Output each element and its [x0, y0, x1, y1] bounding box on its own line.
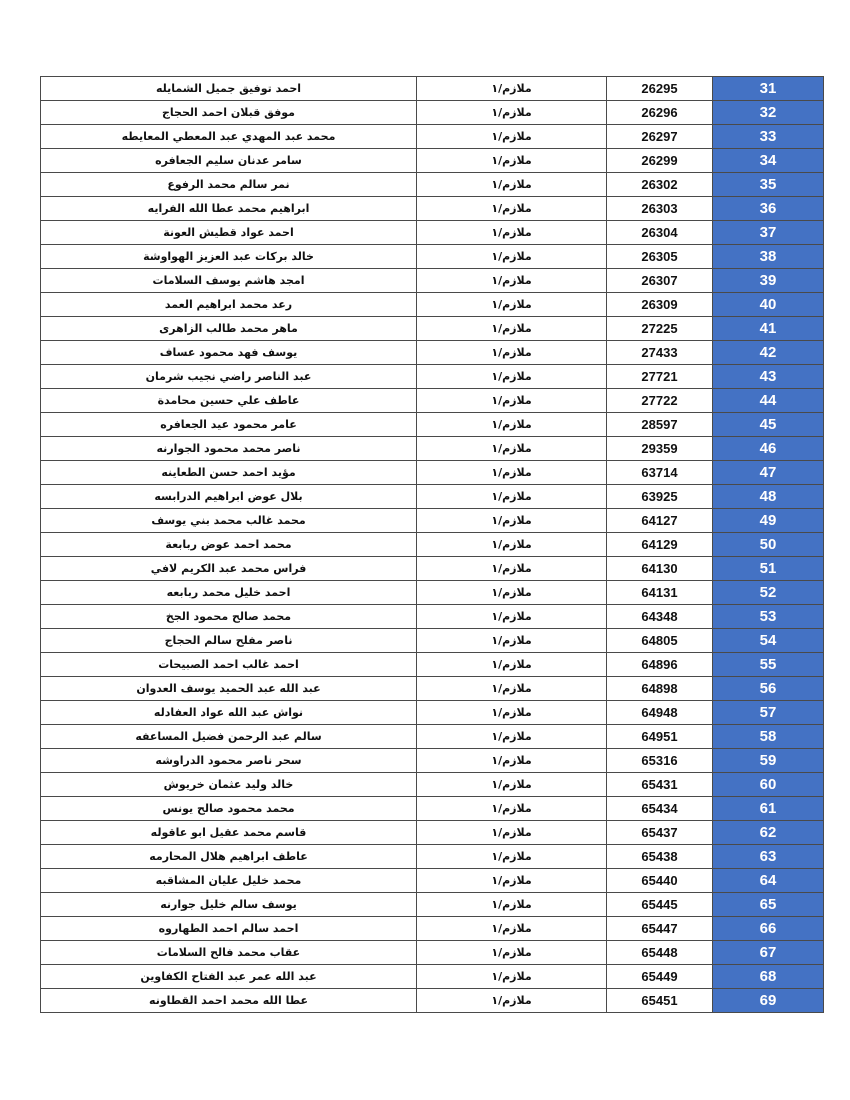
table-row [41, 701, 824, 725]
name-cell: بلال عوض ابراهيم الدرابسه [41, 485, 417, 509]
number-cell: 65437 [607, 821, 713, 845]
number-cell: 65431 [607, 773, 713, 797]
sequence-cell: 56 [713, 677, 824, 701]
rank-cell: ملازم/١ [417, 605, 607, 629]
sequence-cell: 42 [713, 341, 824, 365]
number-cell: 27433 [607, 341, 713, 365]
name-cell: محمد غالب محمد بني يوسف [41, 509, 417, 533]
number-cell: 64951 [607, 725, 713, 749]
table-row [41, 149, 824, 173]
name-cell: نواش عبد الله عواد العفادله [41, 701, 417, 725]
table-row [41, 101, 824, 125]
rank-cell: ملازم/١ [417, 581, 607, 605]
number-cell: 65440 [607, 869, 713, 893]
table-row [41, 389, 824, 413]
rank-cell: ملازم/١ [417, 365, 607, 389]
table-row [41, 821, 824, 845]
table-row [41, 797, 824, 821]
table-row [41, 869, 824, 893]
table-row [41, 509, 824, 533]
number-cell: 64130 [607, 557, 713, 581]
table-row [41, 653, 824, 677]
name-cell: محمد احمد عوض ربابعة [41, 533, 417, 557]
sequence-cell: 65 [713, 893, 824, 917]
rank-cell: ملازم/١ [417, 989, 607, 1013]
table-row [41, 773, 824, 797]
rank-cell: ملازم/١ [417, 293, 607, 317]
number-cell: 65316 [607, 749, 713, 773]
table-row [41, 245, 824, 269]
rank-cell: ملازم/١ [417, 437, 607, 461]
rank-cell: ملازم/١ [417, 341, 607, 365]
sequence-cell: 58 [713, 725, 824, 749]
number-cell: 65438 [607, 845, 713, 869]
number-cell: 65447 [607, 917, 713, 941]
number-cell: 64127 [607, 509, 713, 533]
table-row [41, 269, 824, 293]
rank-cell: ملازم/١ [417, 149, 607, 173]
number-cell: 64129 [607, 533, 713, 557]
number-cell: 26295 [607, 77, 713, 101]
table-row [41, 629, 824, 653]
rank-cell: ملازم/١ [417, 893, 607, 917]
name-cell: سحر ناصر محمود الدراوشه [41, 749, 417, 773]
table-row [41, 533, 824, 557]
table-row [41, 605, 824, 629]
table-row [41, 557, 824, 581]
rank-cell: ملازم/١ [417, 773, 607, 797]
sequence-cell: 46 [713, 437, 824, 461]
rank-cell: ملازم/١ [417, 845, 607, 869]
table-row [41, 173, 824, 197]
table-row [41, 317, 824, 341]
sequence-cell: 39 [713, 269, 824, 293]
number-cell: 28597 [607, 413, 713, 437]
sequence-cell: 62 [713, 821, 824, 845]
sequence-cell: 35 [713, 173, 824, 197]
name-cell: خالد بركات عبد العزيز الهواوشة [41, 245, 417, 269]
rank-cell: ملازم/١ [417, 389, 607, 413]
name-cell: احمد توفيق جميل الشمايله [41, 77, 417, 101]
name-cell: يوسف فهد محمود عساف [41, 341, 417, 365]
name-cell: عاطف علي حسين محامدة [41, 389, 417, 413]
number-cell: 65449 [607, 965, 713, 989]
sequence-cell: 31 [713, 77, 824, 101]
rank-cell: ملازم/١ [417, 317, 607, 341]
sequence-cell: 49 [713, 509, 824, 533]
sequence-cell: 63 [713, 845, 824, 869]
rank-cell: ملازم/١ [417, 821, 607, 845]
sequence-cell: 52 [713, 581, 824, 605]
name-cell: محمد خليل عليان المشاقبه [41, 869, 417, 893]
rank-cell: ملازم/١ [417, 653, 607, 677]
rank-cell: ملازم/١ [417, 125, 607, 149]
name-cell: عاطف ابراهيم هلال المحارمه [41, 845, 417, 869]
name-cell: سامر عدنان سليم الجعافره [41, 149, 417, 173]
rank-cell: ملازم/١ [417, 749, 607, 773]
name-cell: ماهر محمد طالب الزاهرى [41, 317, 417, 341]
sequence-cell: 59 [713, 749, 824, 773]
sequence-cell: 32 [713, 101, 824, 125]
sequence-cell: 57 [713, 701, 824, 725]
table-row [41, 341, 824, 365]
number-cell: 27225 [607, 317, 713, 341]
name-cell: موفق قبلان احمد الحجاج [41, 101, 417, 125]
name-cell: رعد محمد ابراهيم العمد [41, 293, 417, 317]
number-cell: 26309 [607, 293, 713, 317]
name-cell: محمد محمود صالح يونس [41, 797, 417, 821]
table-row [41, 77, 824, 101]
sequence-cell: 69 [713, 989, 824, 1013]
number-cell: 65445 [607, 893, 713, 917]
table-row [41, 197, 824, 221]
number-cell: 26303 [607, 197, 713, 221]
name-cell: عطا الله محمد احمد القطاونه [41, 989, 417, 1013]
number-cell: 64805 [607, 629, 713, 653]
table-row [41, 941, 824, 965]
number-cell: 64898 [607, 677, 713, 701]
table-row [41, 917, 824, 941]
sequence-cell: 51 [713, 557, 824, 581]
name-cell: عبد الناصر راضي نجيب شرمان [41, 365, 417, 389]
number-cell: 63925 [607, 485, 713, 509]
number-cell: 63714 [607, 461, 713, 485]
name-cell: احمد عواد قطيش العونة [41, 221, 417, 245]
sequence-cell: 68 [713, 965, 824, 989]
number-cell: 64131 [607, 581, 713, 605]
sequence-cell: 33 [713, 125, 824, 149]
number-cell: 26305 [607, 245, 713, 269]
sequence-cell: 54 [713, 629, 824, 653]
personnel-table [40, 76, 824, 1013]
name-cell: احمد خليل محمد ربابعه [41, 581, 417, 605]
name-cell: محمد صالح محمود الجخ [41, 605, 417, 629]
name-cell: امجد هاشم يوسف السلامات [41, 269, 417, 293]
sequence-cell: 64 [713, 869, 824, 893]
table-row [41, 485, 824, 509]
sequence-cell: 60 [713, 773, 824, 797]
name-cell: مؤيد احمد حسن الطعاينه [41, 461, 417, 485]
name-cell: فراس محمد عبد الكريم لافي [41, 557, 417, 581]
name-cell: خالد وليد عثمان خريوش [41, 773, 417, 797]
rank-cell: ملازم/١ [417, 557, 607, 581]
sequence-cell: 53 [713, 605, 824, 629]
number-cell: 27722 [607, 389, 713, 413]
sequence-cell: 45 [713, 413, 824, 437]
name-cell: سالم عبد الرحمن فضيل المساعفه [41, 725, 417, 749]
name-cell: محمد عبد المهدي عبد المعطي المعايطه [41, 125, 417, 149]
sequence-cell: 40 [713, 293, 824, 317]
sequence-cell: 67 [713, 941, 824, 965]
sequence-cell: 55 [713, 653, 824, 677]
number-cell: 64896 [607, 653, 713, 677]
name-cell: ابراهيم محمد عطا الله الفرايه [41, 197, 417, 221]
sequence-cell: 34 [713, 149, 824, 173]
name-cell: يوسف سالم خليل جوارنه [41, 893, 417, 917]
table-row [41, 893, 824, 917]
number-cell: 26302 [607, 173, 713, 197]
number-cell: 65434 [607, 797, 713, 821]
table-row [41, 677, 824, 701]
rank-cell: ملازم/١ [417, 173, 607, 197]
table-row [41, 461, 824, 485]
sequence-cell: 50 [713, 533, 824, 557]
sequence-cell: 48 [713, 485, 824, 509]
rank-cell: ملازم/١ [417, 533, 607, 557]
name-cell: عبد الله عمر عبد الفتاح الكفاوين [41, 965, 417, 989]
sequence-cell: 38 [713, 245, 824, 269]
number-cell: 64348 [607, 605, 713, 629]
table-row [41, 293, 824, 317]
rank-cell: ملازم/١ [417, 461, 607, 485]
sequence-cell: 36 [713, 197, 824, 221]
rank-cell: ملازم/١ [417, 101, 607, 125]
sequence-cell: 47 [713, 461, 824, 485]
rank-cell: ملازم/١ [417, 413, 607, 437]
name-cell: عقاب محمد فالح السلامات [41, 941, 417, 965]
rank-cell: ملازم/١ [417, 917, 607, 941]
number-cell: 64948 [607, 701, 713, 725]
rank-cell: ملازم/١ [417, 245, 607, 269]
name-cell: ناصر مفلح سالم الحجاج [41, 629, 417, 653]
number-cell: 29359 [607, 437, 713, 461]
rank-cell: ملازم/١ [417, 221, 607, 245]
number-cell: 65448 [607, 941, 713, 965]
name-cell: احمد غالب احمد الصبيحات [41, 653, 417, 677]
name-cell: عامر محمود عيد الجعافره [41, 413, 417, 437]
sequence-cell: 43 [713, 365, 824, 389]
number-cell: 26296 [607, 101, 713, 125]
table-row [41, 365, 824, 389]
table-row [41, 221, 824, 245]
sequence-cell: 66 [713, 917, 824, 941]
sequence-cell: 37 [713, 221, 824, 245]
rank-cell: ملازم/١ [417, 509, 607, 533]
name-cell: نمر سالم محمد الرفوع [41, 173, 417, 197]
table-row [41, 581, 824, 605]
table-row [41, 413, 824, 437]
name-cell: قاسم محمد عقيل ابو عاقوله [41, 821, 417, 845]
rank-cell: ملازم/١ [417, 197, 607, 221]
number-cell: 26297 [607, 125, 713, 149]
name-cell: احمد سالم احمد الطهاروه [41, 917, 417, 941]
name-cell: ناصر محمد محمود الجوارنه [41, 437, 417, 461]
rank-cell: ملازم/١ [417, 485, 607, 509]
rank-cell: ملازم/١ [417, 725, 607, 749]
rank-cell: ملازم/١ [417, 629, 607, 653]
table-row [41, 749, 824, 773]
number-cell: 65451 [607, 989, 713, 1013]
number-cell: 26307 [607, 269, 713, 293]
rank-cell: ملازم/١ [417, 701, 607, 725]
number-cell: 26304 [607, 221, 713, 245]
name-cell: عبد الله عبد الحميد يوسف العدوان [41, 677, 417, 701]
rank-cell: ملازم/١ [417, 965, 607, 989]
sequence-cell: 41 [713, 317, 824, 341]
rank-cell: ملازم/١ [417, 677, 607, 701]
rank-cell: ملازم/١ [417, 797, 607, 821]
rank-cell: ملازم/١ [417, 77, 607, 101]
rank-cell: ملازم/١ [417, 941, 607, 965]
sequence-cell: 44 [713, 389, 824, 413]
table-row [41, 725, 824, 749]
number-cell: 27721 [607, 365, 713, 389]
number-cell: 26299 [607, 149, 713, 173]
table-row [41, 437, 824, 461]
sequence-cell: 61 [713, 797, 824, 821]
rank-cell: ملازم/١ [417, 869, 607, 893]
table-row [41, 965, 824, 989]
rank-cell: ملازم/١ [417, 269, 607, 293]
table-row [41, 125, 824, 149]
table-row [41, 989, 824, 1013]
table-row [41, 845, 824, 869]
